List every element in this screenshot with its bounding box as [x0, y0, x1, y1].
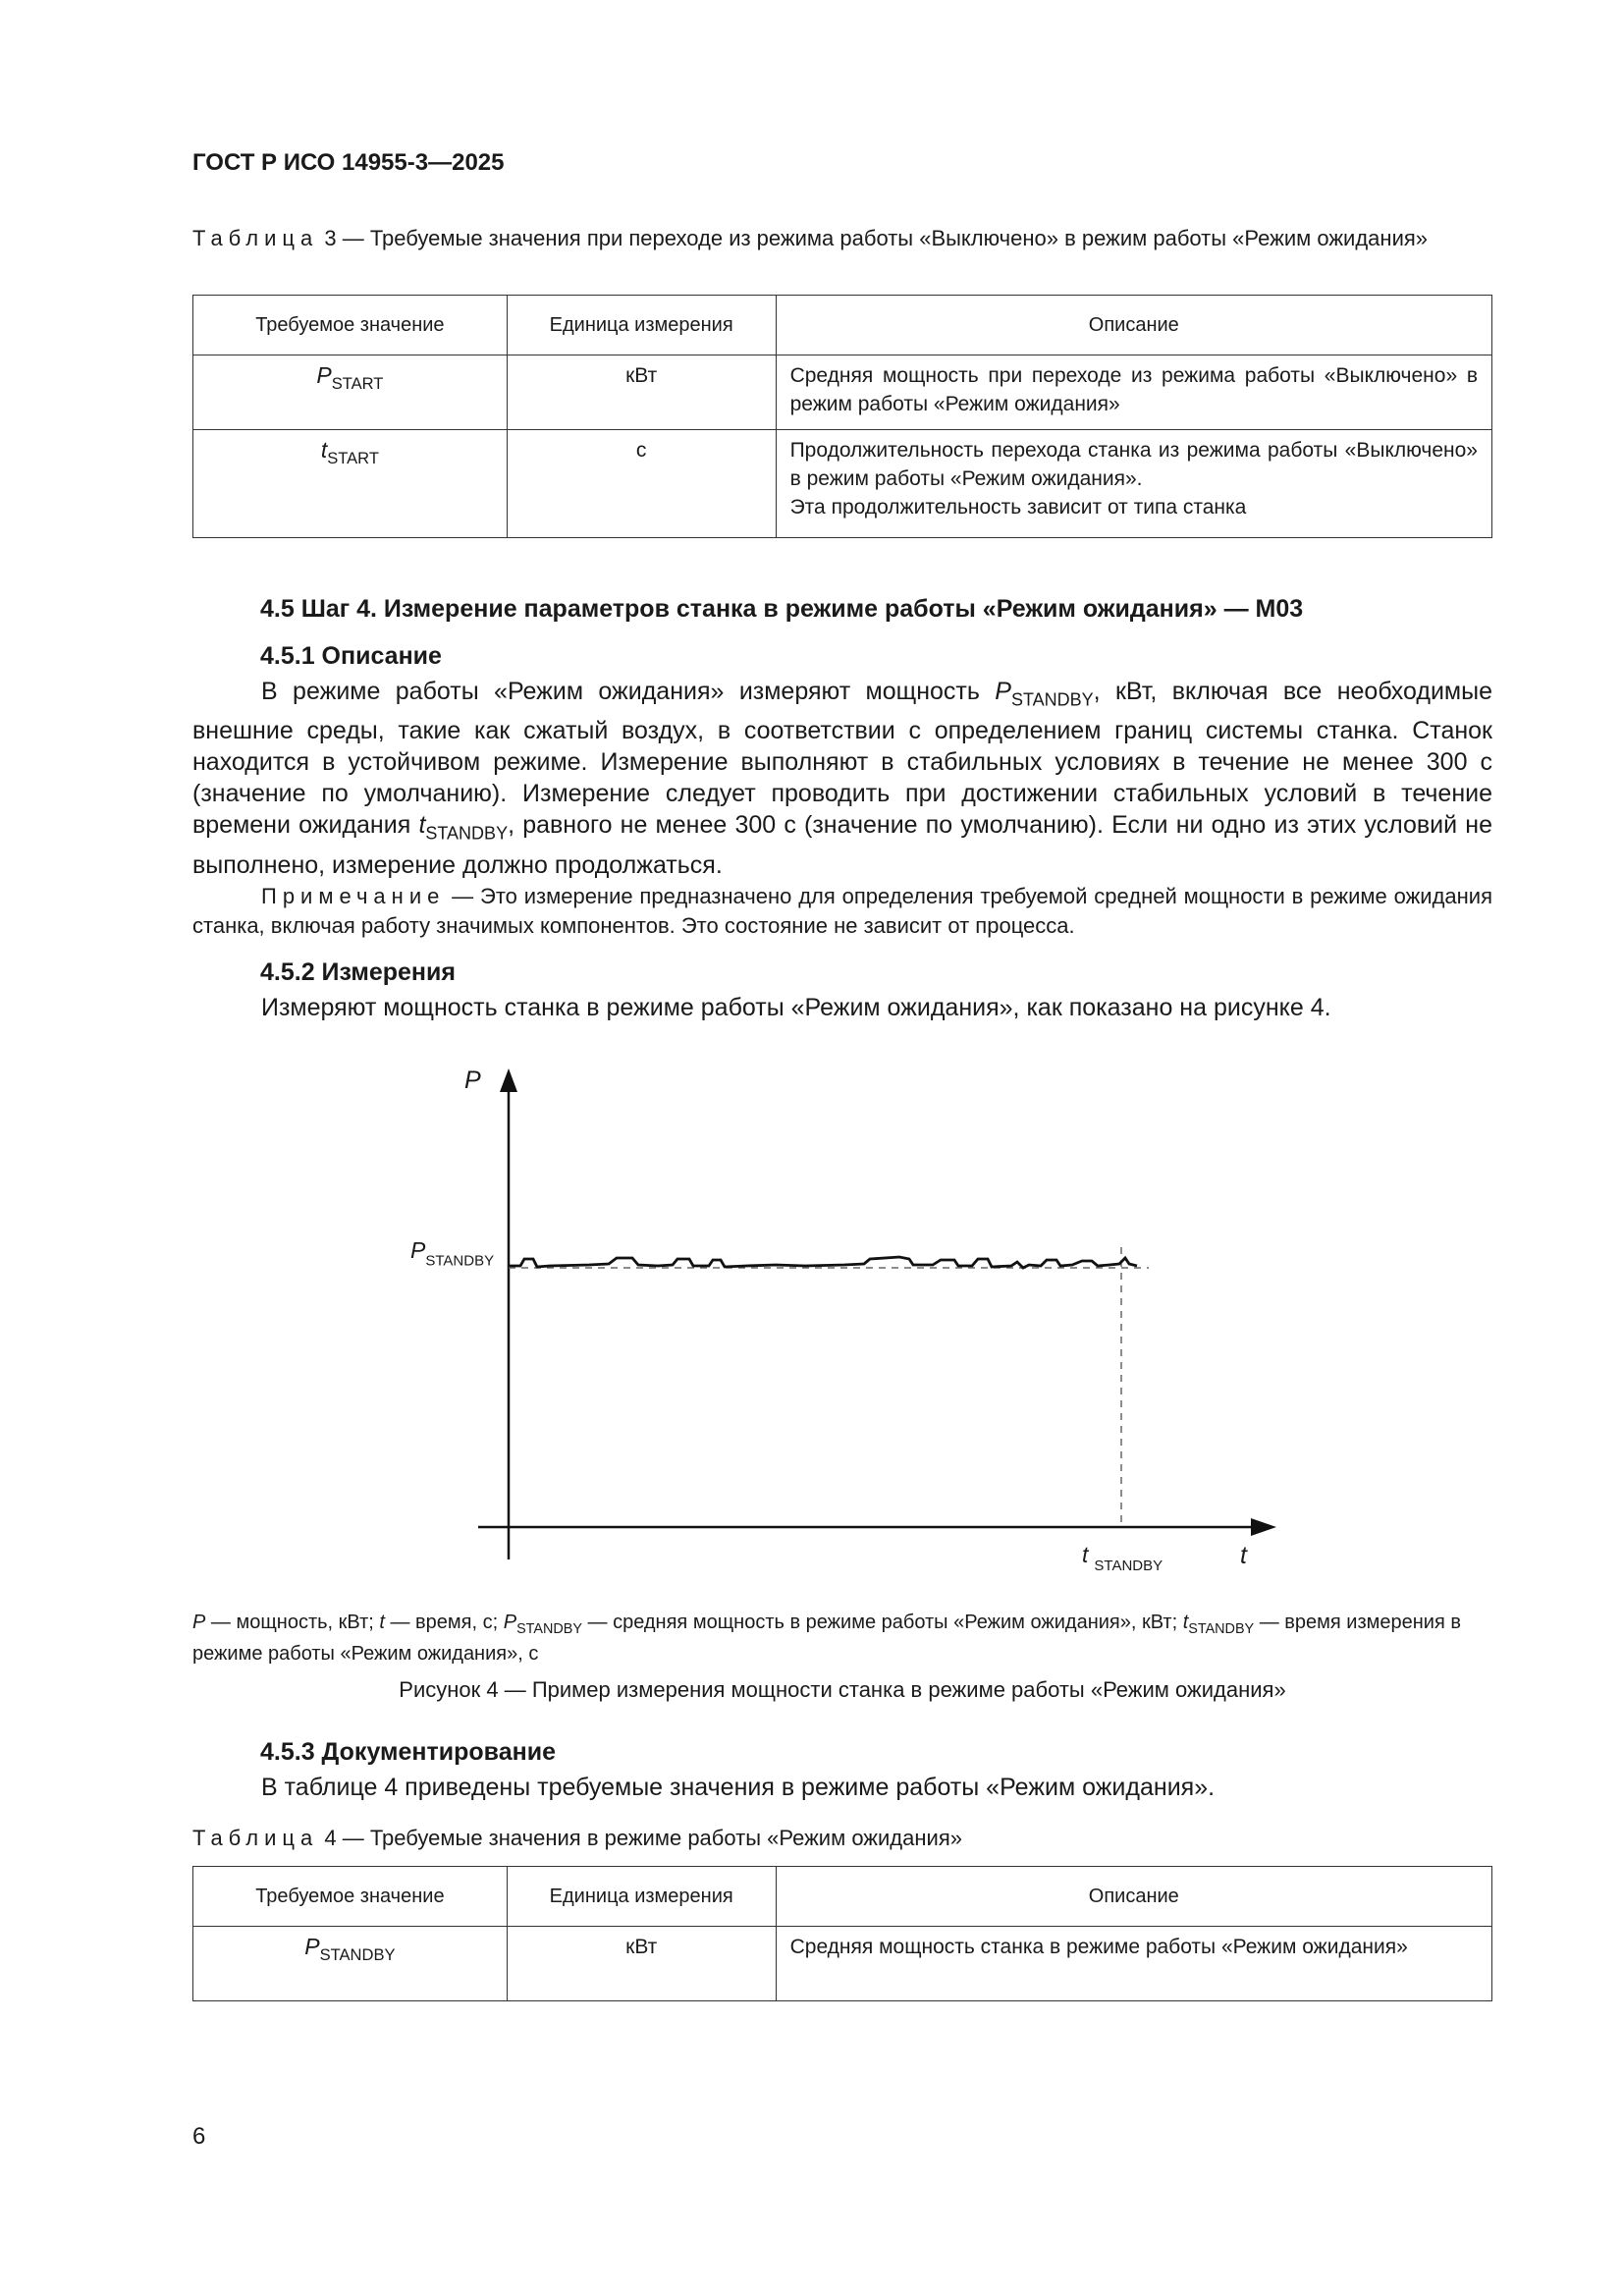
paragraph-text: , равного не менее 300 с (значение по умолчанию). Если ни одно из этих условий не выполнено, измерение должно продолжаться. — [192, 811, 1492, 879]
description-line: Эта продолжительность зависит от типа станка — [789, 496, 1247, 519]
y-axis-label: P — [464, 1066, 481, 1094]
standby-level-label — [410, 1237, 494, 1270]
table-cell-description: Средняя мощность станка в режиме работы «Режим ожидания» — [776, 1927, 1491, 2001]
figure-caption: Рисунок 4 — Пример измерения мощности станка в режиме работы «Режим ожидания» — [399, 1677, 1286, 1702]
symbol-subscript: STANDBY — [425, 1252, 495, 1270]
table-cell-description: Средняя мощность при переходе из режима работы «Выключено» в режим работы «Режим ожидания» — [776, 355, 1491, 430]
symbol-subscript: STANDBY — [1188, 1621, 1255, 1638]
symbol-subscript: STANDBY — [319, 1944, 396, 1964]
table3-header-cell: Единица измерения — [507, 296, 776, 355]
x-axis-label: t — [1240, 1542, 1247, 1569]
paragraph-text: В таблице 4 приведены требуемые значения в режиме работы «Режим ожидания». — [261, 1774, 1216, 1801]
table4 — [192, 1866, 1492, 2001]
symbol: P — [192, 1612, 206, 1633]
symbol-subscript: STANDBY — [425, 823, 509, 844]
symbol: P — [995, 678, 1011, 705]
table-row — [193, 1927, 1492, 2001]
table-cell-unit: с — [507, 430, 776, 538]
page-number: 6 — [192, 2123, 206, 2150]
table4-label: Таблица — [192, 1826, 319, 1850]
legend-text: — время, с; — [384, 1612, 504, 1633]
section-4-5-3-title: 4.5.3 Документирование — [260, 1738, 556, 1766]
symbol: P — [304, 1934, 320, 1959]
section-4-5-3-text — [192, 1772, 1492, 1803]
symbol: P — [410, 1237, 426, 1263]
x-axis-arrow-icon — [1251, 1518, 1276, 1536]
table3-header-cell: Описание — [776, 296, 1491, 355]
symbol: t — [320, 437, 328, 463]
paragraph-text: В режиме работы «Режим ожидания» измеряют мощность — [261, 678, 996, 705]
paragraph-text: Измеряют мощность станка в режиме работы «Режим ожидания», как показано на рисунке 4. — [261, 994, 1331, 1021]
paragraph-text: , кВт, включая все необходимые внешние среды, такие как сжатый воздух, в соответствии с определением границ системы станка. Станок находится в устойчивом режиме. Измерение выполняют в стабильных условиях в течение не менее 300 с (значение по умолчанию). Измерение следует проводить при достижении стабильных условий в течение времени ожидания — [192, 678, 1492, 840]
note-text: — Это измерение предназначено для определения требуемой средней мощности в режиме ожидания станка, включая работу значимых компонентов. Это состояние не зависит от процесса. — [192, 884, 1492, 938]
table-cell-unit: кВт — [507, 355, 776, 430]
symbol: P — [503, 1612, 517, 1633]
t-standby-label — [1082, 1542, 1163, 1574]
description-line: Продолжительность перехода станка из режима работы «Выключено» в режим работы «Режим ожидания». — [789, 439, 1478, 490]
symbol-subscript: START — [327, 448, 379, 467]
symbol-subscript: START — [331, 373, 384, 393]
symbol-subscript: STANDBY — [1010, 689, 1094, 710]
table3-header-cell: Требуемое значение — [193, 296, 508, 355]
table4-header-row — [193, 1867, 1492, 1927]
section-4-5-1-title: 4.5.1 Описание — [260, 642, 442, 670]
legend-text: — время измерения в режиме работы «Режим ожидания», с — [192, 1612, 1461, 1666]
table4-caption-text: 4 — Требуемые значения в режиме работы «Режим ожидания» — [324, 1826, 962, 1850]
note-label: Примечание — [261, 884, 446, 908]
symbol: t — [1182, 1612, 1189, 1633]
symbol-subscript: STANDBY — [516, 1621, 582, 1638]
table4-header-cell: Описание — [776, 1867, 1491, 1927]
table-cell-unit: кВт — [507, 1927, 776, 2001]
document-header: ГОСТ Р ИСО 14955-3—2025 — [192, 149, 505, 176]
table4-header-cell: Требуемое значение — [193, 1867, 508, 1927]
symbol: t — [418, 811, 426, 840]
power-signal — [509, 1257, 1137, 1268]
table3-label: Таблица — [192, 226, 319, 250]
section-4-5-2-title: 4.5.2 Измерения — [260, 958, 456, 986]
symbol: P — [316, 362, 332, 388]
table-cell-symbol — [193, 1927, 508, 2001]
symbol: t — [379, 1612, 385, 1633]
legend-text: — средняя мощность в режиме работы «Режим ожидания», кВт; — [581, 1612, 1183, 1633]
symbol: t — [1082, 1542, 1089, 1567]
legend-text: — мощность, кВт; — [205, 1612, 380, 1633]
symbol-subscript: STANDBY — [1094, 1557, 1163, 1574]
figure-legend — [192, 1611, 1492, 1667]
table4-header-cell: Единица измерения — [507, 1867, 776, 1927]
section-4-5-title: 4.5 Шаг 4. Измерение параметров станка в режиме работы «Режим ожидания» — М03 — [260, 595, 1304, 623]
table3-caption-text: 3 — Требуемые значения при переходе из режима работы «Выключено» в режим работы «Режим ожидания» — [324, 226, 1429, 250]
table4-caption — [192, 1824, 1491, 1853]
y-axis-arrow-icon — [500, 1068, 517, 1092]
